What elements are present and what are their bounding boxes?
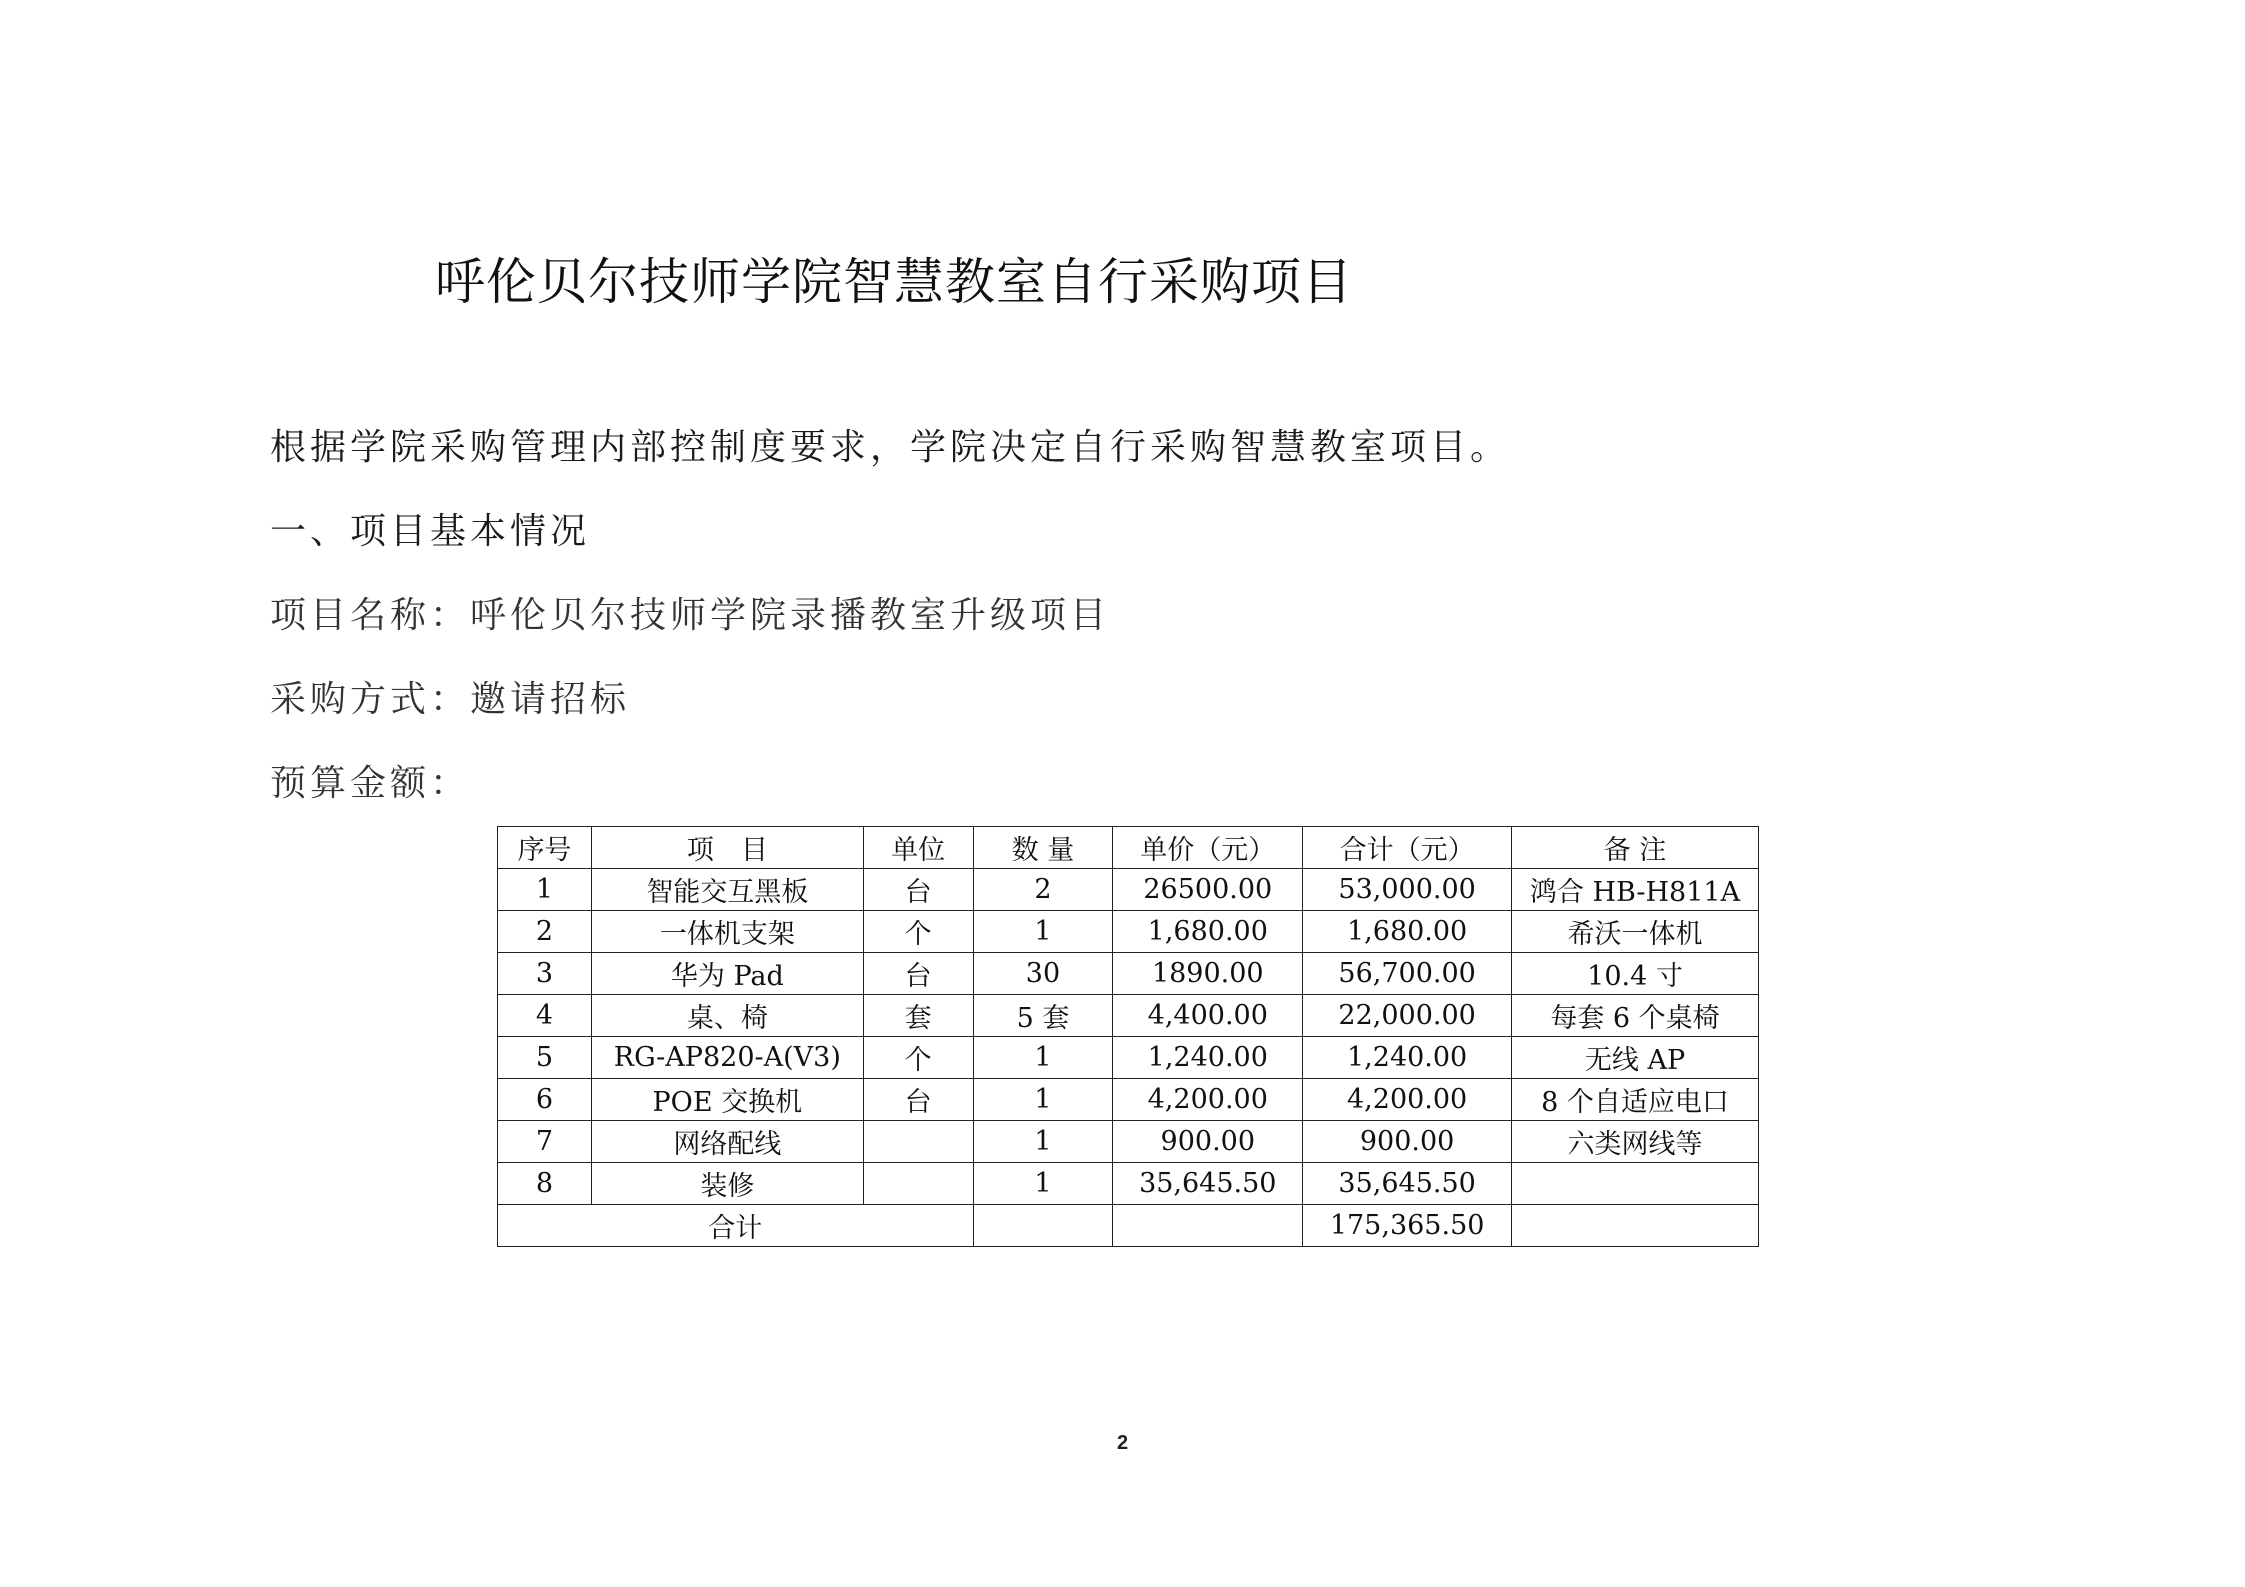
header-qty: 数 量 [973, 827, 1113, 869]
table-row [498, 869, 1759, 911]
project-name-line: 项目名称：呼伦贝尔技师学院录播教室升级项目 [270, 595, 1111, 636]
total-qty [973, 1205, 1113, 1247]
cell-remark: 每套 6 个桌椅 [1512, 995, 1759, 1037]
table-row [498, 1163, 1759, 1205]
cell-unit: 个 [863, 1037, 973, 1079]
cell-remark: 10.4 寸 [1512, 953, 1759, 995]
budget-table [497, 826, 1759, 1247]
cell-qty: 1 [973, 1037, 1113, 1079]
cell-item: 华为 Pad [591, 953, 863, 995]
cell-seq: 1 [498, 869, 592, 911]
cell-qty: 1 [973, 1163, 1113, 1205]
cell-item: POE 交换机 [591, 1079, 863, 1121]
cell-unit: 个 [863, 911, 973, 953]
cell-unit [863, 1163, 973, 1205]
budget-label-line: 预算金额： [270, 763, 471, 804]
table-row [498, 1079, 1759, 1121]
total-price [1113, 1205, 1303, 1247]
cell-item: 智能交互黑板 [591, 869, 863, 911]
table-row [498, 995, 1759, 1037]
cell-total: 1,680.00 [1303, 911, 1512, 953]
cell-item: 桌、椅 [591, 995, 863, 1037]
cell-seq: 4 [498, 995, 592, 1037]
cell-unit: 台 [863, 1079, 973, 1121]
total-label: 合计 [498, 1205, 974, 1247]
total-remark [1512, 1205, 1759, 1247]
cell-seq: 5 [498, 1037, 592, 1079]
cell-price: 4,200.00 [1113, 1079, 1303, 1121]
procurement-method-line: 采购方式：邀请招标 [270, 679, 631, 720]
cell-remark: 鸿合 HB-H811A [1512, 869, 1759, 911]
cell-item: RG-AP820-A(V3) [591, 1037, 863, 1079]
header-seq: 序号 [498, 827, 592, 869]
cell-price: 4,400.00 [1113, 995, 1303, 1037]
header-unit: 单位 [863, 827, 973, 869]
cell-unit: 台 [863, 953, 973, 995]
cell-total: 900.00 [1303, 1121, 1512, 1163]
cell-price: 1,680.00 [1113, 911, 1303, 953]
cell-remark [1512, 1163, 1759, 1205]
cell-total: 53,000.00 [1303, 869, 1512, 911]
cell-remark: 六类网线等 [1512, 1121, 1759, 1163]
cell-remark: 希沃一体机 [1512, 911, 1759, 953]
cell-price: 26500.00 [1113, 869, 1303, 911]
cell-item: 装修 [591, 1163, 863, 1205]
document-title: 呼伦贝尔技师学院智慧教室自行采购项目 [435, 253, 1353, 311]
table-row [498, 1037, 1759, 1079]
cell-seq: 8 [498, 1163, 592, 1205]
section-heading: 一、项目基本情况 [270, 511, 591, 552]
page-number: 2 [1116, 1432, 1129, 1454]
cell-total: 4,200.00 [1303, 1079, 1512, 1121]
intro-paragraph: 根据学院采购管理内部控制度要求，学院决定自行采购智慧教室项目。 [270, 427, 1511, 468]
cell-seq: 7 [498, 1121, 592, 1163]
cell-qty: 1 [973, 1079, 1113, 1121]
header-price: 单价（元） [1113, 827, 1303, 869]
table-header-row [498, 827, 1759, 869]
cell-qty: 1 [973, 1121, 1113, 1163]
cell-total: 22,000.00 [1303, 995, 1512, 1037]
cell-seq: 3 [498, 953, 592, 995]
cell-qty: 2 [973, 869, 1113, 911]
cell-qty: 1 [973, 911, 1113, 953]
cell-total: 1,240.00 [1303, 1037, 1512, 1079]
cell-total: 35,645.50 [1303, 1163, 1512, 1205]
cell-unit: 套 [863, 995, 973, 1037]
cell-seq: 2 [498, 911, 592, 953]
table-row [498, 1121, 1759, 1163]
cell-total: 56,700.00 [1303, 953, 1512, 995]
table-row [498, 911, 1759, 953]
cell-qty: 30 [973, 953, 1113, 995]
cell-unit [863, 1121, 973, 1163]
cell-remark: 无线 AP [1512, 1037, 1759, 1079]
cell-item: 网络配线 [591, 1121, 863, 1163]
cell-item: 一体机支架 [591, 911, 863, 953]
cell-price: 1,240.00 [1113, 1037, 1303, 1079]
header-remark: 备 注 [1512, 827, 1759, 869]
table-row [498, 953, 1759, 995]
cell-unit: 台 [863, 869, 973, 911]
cell-price: 35,645.50 [1113, 1163, 1303, 1205]
header-item: 项 目 [591, 827, 863, 869]
table-total-row [498, 1205, 1759, 1247]
cell-remark: 8 个自适应电口 [1512, 1079, 1759, 1121]
cell-price: 900.00 [1113, 1121, 1303, 1163]
grand-total: 175,365.50 [1303, 1205, 1512, 1247]
header-total: 合计（元） [1303, 827, 1512, 869]
cell-price: 1890.00 [1113, 953, 1303, 995]
cell-seq: 6 [498, 1079, 592, 1121]
cell-qty: 5 套 [973, 995, 1113, 1037]
